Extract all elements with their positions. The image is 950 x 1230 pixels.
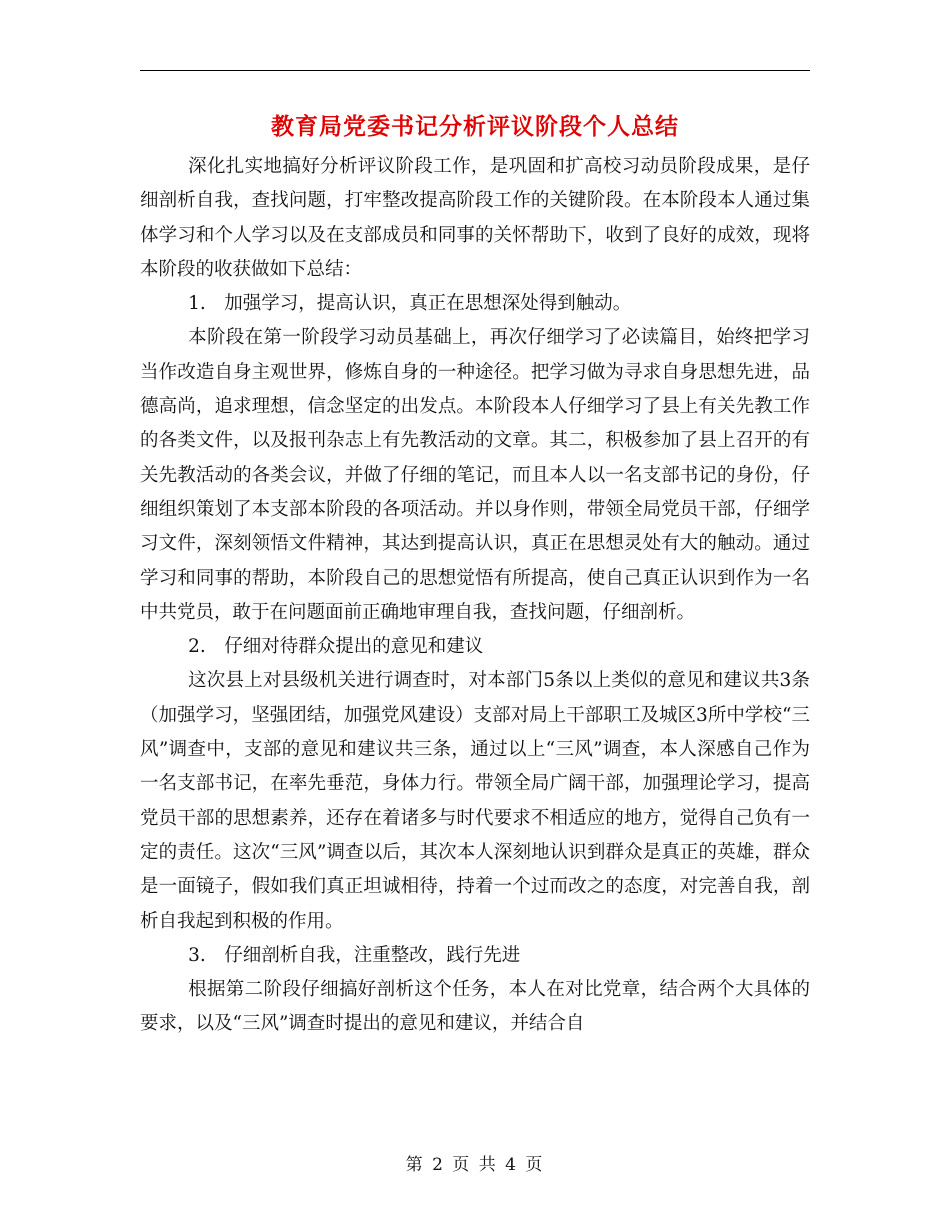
document-body [140, 150, 810, 1042]
paragraph-section-2: 这次县上对县级机关进行调查时，对本部门5条以上类似的意见和建议共3条（加强学习，坚强团结，加强党风建设）支部对局上干部职工及城区3所中学校“三风”调查中，支部的意见和建议共三条，通过以上“三风”调查，本人深感自己作为一名支部书记，在率先垂范，身体力行。带领全局广阔干部，加强理论学习，提高党员干部的思想素养，还存在着诸多与时代要求不相适应的地方，觉得自己负有一定的责任。这次“三风”调查以后，其次本人深刻地认识到群众是真正的英雄，群众是一面镜子，假如我们真正坦诚相待，持着一个过而改之的态度，对完善自我，剖析自我起到积极的作用。 [140, 670, 810, 932]
paragraph-intro: 深化扎实地搞好分析评议阶段工作，是巩固和扩高校习动员阶段成果，是仔细剖析自我，查找问题，打牢整改提高阶段工作的关键阶段。在本阶段本人通过集体学习和个人学习以及在支部成员和同事的关怀帮助下，收到了良好的成效，现将本阶段的收获做如下总结： [140, 156, 810, 280]
paragraph-section-3: 根据第二阶段仔细搞好剖析这个任务，本人在对比党章，结合两个大具体的要求，以及“三风”调查时提出的意见和建议，并结合自 [140, 979, 810, 1035]
header-rule [140, 70, 810, 71]
document-title: 教育局党委书记分析评议阶段个人总结 [271, 113, 679, 140]
page-number-footer: 第 2 页 共 4 页 [405, 1155, 545, 1175]
section-heading-2: 2. 仔细对待群众提出的意见和建议 [188, 636, 484, 658]
section-heading-1: 1. 加强学习，提高认识，真正在思想深处得到触动。 [188, 293, 632, 315]
section-heading-3: 3. 仔细剖析自我，注重整改，践行先进 [188, 944, 521, 966]
paragraph-section-1: 本阶段在第一阶段学习动员基础上，再次仔细学习了必读篇目，始终把学习当作改造自身主观世界，修炼自身的一种途径。把学习做为寻求自身思想先进，品德高尚，追求理想，信念坚定的出发点。本阶段本人仔细学习了县上有关先教工作的各类文件，以及报刊杂志上有先教活动的文章。其二，积极参加了县上召开的有关先教活动的各类会议，并做了仔细的笔记，而且本人以一名支部书记的身份，仔细组织策划了本支部本阶段的各项活动。并以身作则，带领全局党员干部，仔细学习文件，深刻领悟文件精神，其达到提高认识，真正在思想灵处有大的触动。通过学习和同事的帮助，本阶段自己的思想觉悟有所提高，使自己真正认识到作为一名中共党员，敢于在问题面前正确地审理自我，查找问题，仔细剖析。 [140, 327, 810, 623]
